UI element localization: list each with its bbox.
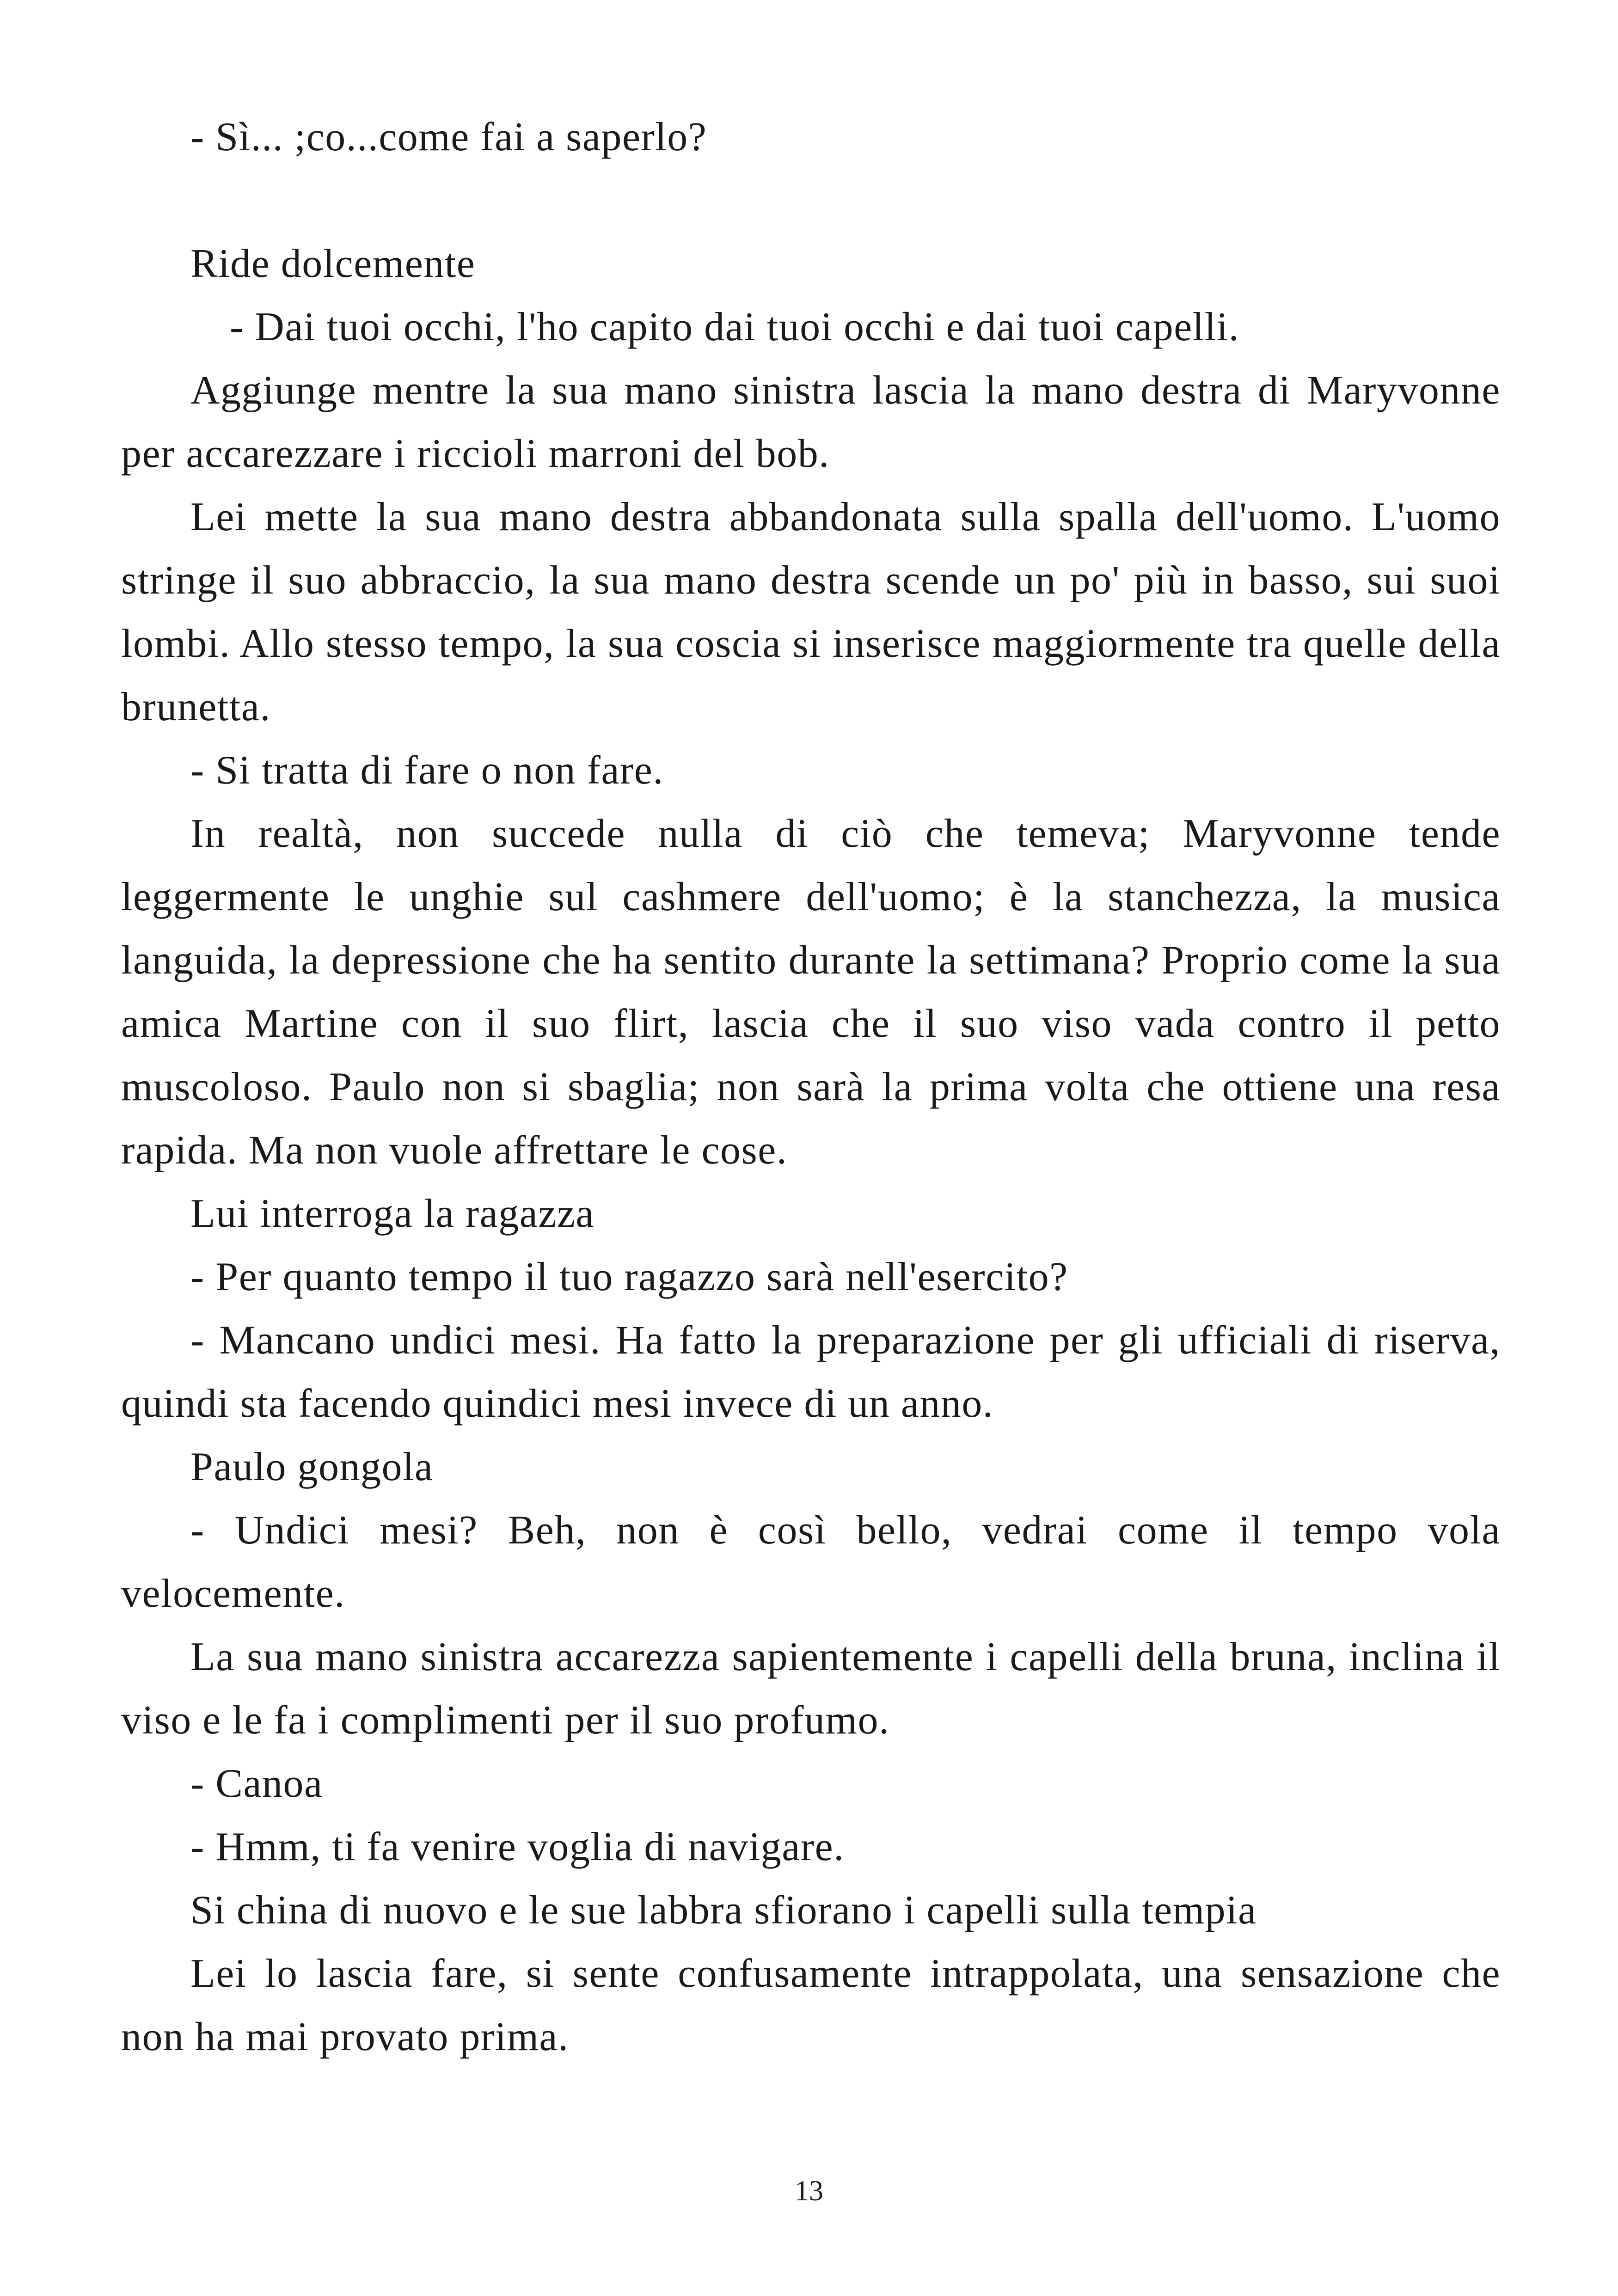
paragraph: Lei mette la sua mano destra abbandonata sulla spalla dell'uomo. L'uomo stringe il suo abbraccio, la sua mano destra scende un po' più in basso, sui suoi lombi. Allo stesso tempo, la sua coscia si inserisce maggiormente tra quelle della brunetta. [121, 495, 1501, 729]
body-text [121, 105, 1501, 2069]
paragraph: Paulo gongola [190, 1445, 434, 1489]
paragraph: - Undici mesi? Beh, non è così bello, vedrai come il tempo vola velocemente. [121, 1508, 1501, 1616]
paragraph: - Canoa [190, 1761, 323, 1806]
paragraph: Si china di nuovo e le sue labbra sfiorano i capelli sulla tempia [190, 1888, 1257, 1933]
paragraph: Lei lo lascia fare, si sente confusamente intrappolata, una sensazione che non ha mai provato prima. [121, 1951, 1501, 2059]
paragraph: Aggiunge mentre la sua mano sinistra lascia la mano destra di Maryvonne per accarezzare i riccioli marroni del bob. [121, 368, 1501, 476]
paragraph: - Si tratta di fare o non fare. [190, 748, 664, 793]
paragraph: Lui interroga la ragazza [190, 1191, 594, 1236]
paragraph: - Hmm, ti fa venire voglia di navigare. [190, 1825, 845, 1869]
paragraph: - Mancano undici mesi. Ha fatto la preparazione per gli ufficiali di riserva, quindi sta facendo quindici mesi invece di un anno. [121, 1318, 1501, 1426]
paragraph: - Dai tuoi occhi, l'ho capito dai tuoi occhi e dai tuoi capelli. [230, 305, 1240, 349]
paragraph: La sua mano sinistra accarezza sapientemente i capelli della bruna, inclina il viso e le fa i complimenti per il suo profumo. [121, 1635, 1501, 1743]
paragraph: In realtà, non succede nulla di ciò che temeva; Maryvonne tende leggermente le unghie sul cashmere dell'uomo; è la stanchezza, la musica languida, la depressione che ha sentito durante la settimana? Proprio come la sua amica Martine con il suo flirt, lascia che il suo viso vada contro il petto muscoloso. Paulo non si sbaglia; non sarà la prima volta che ottiene una resa rapida. Ma non vuole affrettare le cose. [121, 811, 1501, 1173]
page-number: 13 [795, 2175, 823, 2207]
paragraph: - Per quanto tempo il tuo ragazzo sarà nell'esercito? [190, 1255, 1068, 1299]
paragraph: Ride dolcemente [190, 241, 476, 286]
paragraph: - Sì... ;co...come fai a saperlo? [190, 115, 707, 159]
